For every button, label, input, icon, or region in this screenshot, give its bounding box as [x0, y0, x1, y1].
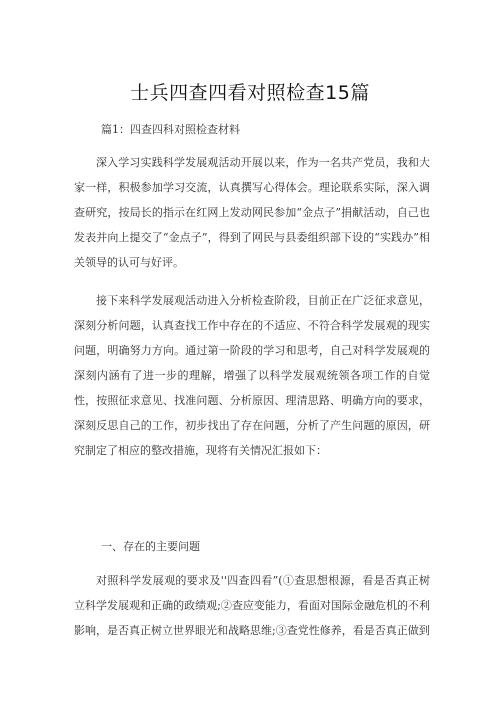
- paragraph-2: 接下来科学发展观活动进入分析检查阶段，目前正在广泛征求意见，深刻分析问题，认真查找工作中存在的不适应、不符合科学发展观的现实问题，明确努力方向。通过第一阶段的学习和思考，自己对科学发展观的深刻内涵有了进一步的理解，增强了以科学发展观统领各项工作的自觉性，按照征求意见、找准问题、分析原因、理清思路、明确方向的要求，深刻反思自己的工作，初步找出了存在问题，分析了产生问题的原因，研究制定了相应的整改措施，现将有关情况汇报如下：: [74, 294, 430, 457]
- article-subheading: 篇1：四查四科对照检查材料: [101, 123, 240, 136]
- paragraph-3: 对照科学发展观的要求及''四查四看”(①查思想根源，看是否真正树立科学发展观和正确的政绩观;②查应变能力，看面对国际金融危机的不利影响，是否真正树立世界眼光和战略思维;③查党性修养，看是否真正做到: [74, 574, 430, 637]
- document-title: 士兵四查四看对照检查15篇: [130, 82, 370, 104]
- section-heading: 一、存在的主要问题: [101, 540, 200, 553]
- paragraph-1: 深入学习实践科学发展观活动开展以来，作为一名共产党员，我和大家一样，积极参加学习交流，认真撰写心得体会。理论联系实际，深入调查研究，按局长的指示在红网上发动网民参加“金点子”捐献活动，自己也发表并向上提交了“金点子”，得到了网民与县委组织部下设的“实践办”相关领导的认可与好评。: [74, 156, 430, 269]
